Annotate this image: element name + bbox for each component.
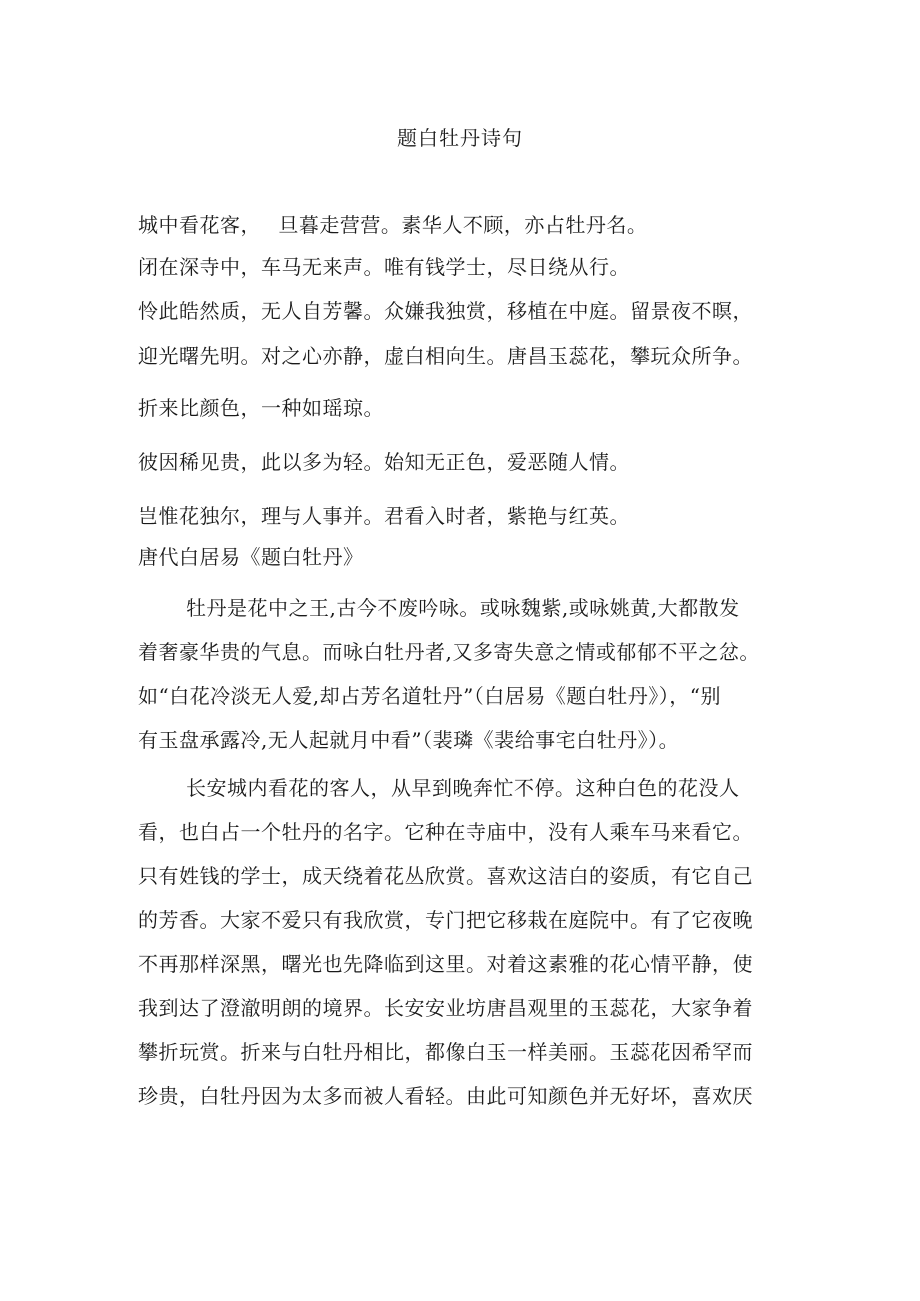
translation-line: 攀折玩赏。折来与白牡丹相比，都像白玉一样美丽。玉蕊花因希罕而 — [138, 1040, 753, 1064]
poem-attribution: 唐代白居易《题白牡丹》 — [138, 545, 364, 569]
commentary-line: 如“白花冷淡无人爱,却占芳名道牡丹”（白居易《题白牡丹》），“别 — [138, 684, 722, 708]
translation-line: 我到达了澄澈明朗的境界。长安安业坊唐昌观里的玉蕊花，大家争着 — [138, 996, 753, 1020]
translation-line: 的芳香。大家不爱只有我欣赏，专门把它移栽在庭院中。有了它夜晚 — [138, 908, 753, 932]
commentary-line: 牡丹是花中之王,古今不废吟咏。或咏魏紫,或咏姚黄,大都散发 — [186, 596, 740, 620]
poem-line-3: 怜此皓然质，无人自芳馨。众嫌我独赏，移植在中庭。留景夜不暝， — [138, 299, 753, 323]
translation-line: 看，也白占一个牡丹的名字。它种在寺庙中，没有人乘车马来看它。 — [138, 820, 753, 844]
poem-line-1: 城中看花客， 旦暮走营营。素华人不顾，亦占牡丹名。 — [138, 213, 648, 237]
translation-line: 长安城内看花的客人，从早到晚奔忙不停。这种白色的花没人 — [186, 776, 740, 800]
poem-line-2: 闭在深寺中，车马无来声。唯有钱学士，尽日绕从行。 — [138, 255, 630, 279]
translation-line: 珍贵，白牡丹因为太多而被人看轻。由此可知颜色并无好坏，喜欢厌 — [138, 1084, 753, 1108]
poem-line-7: 岂惟花独尔，理与人事并。君看入时者，紫艳与红英。 — [138, 504, 630, 528]
poem-line-6: 彼因稀见贵，此以多为轻。始知无正色，爱恶随人情。 — [138, 450, 630, 474]
commentary-paragraph — [138, 586, 788, 762]
poem-line-5: 折来比颜色，一种如瑶琼。 — [138, 396, 384, 420]
poem-line-4: 迎光曙先明。对之心亦静，虚白相向生。唐昌玉蕊花，攀玩众所争。 — [138, 344, 753, 368]
commentary-line: 着奢豪华贵的气息。而咏白牡丹者,又多寄失意之情或郁郁不平之忿。 — [138, 640, 760, 664]
translation-line: 只有姓钱的学士，成天绕着花丛欣赏。喜欢这洁白的姿质，有它自己 — [138, 864, 753, 888]
translation-line: 不再那样深黑，曙光也先降临到这里。对着这素雅的花心情平静，使 — [138, 952, 753, 976]
document-title: 题白牡丹诗句 — [397, 126, 523, 150]
commentary-line: 有玉盘承露冷,无人起就月中看”（裴璘《裴给事宅白牡丹》）。 — [138, 728, 680, 752]
translation-paragraph — [138, 766, 788, 1118]
